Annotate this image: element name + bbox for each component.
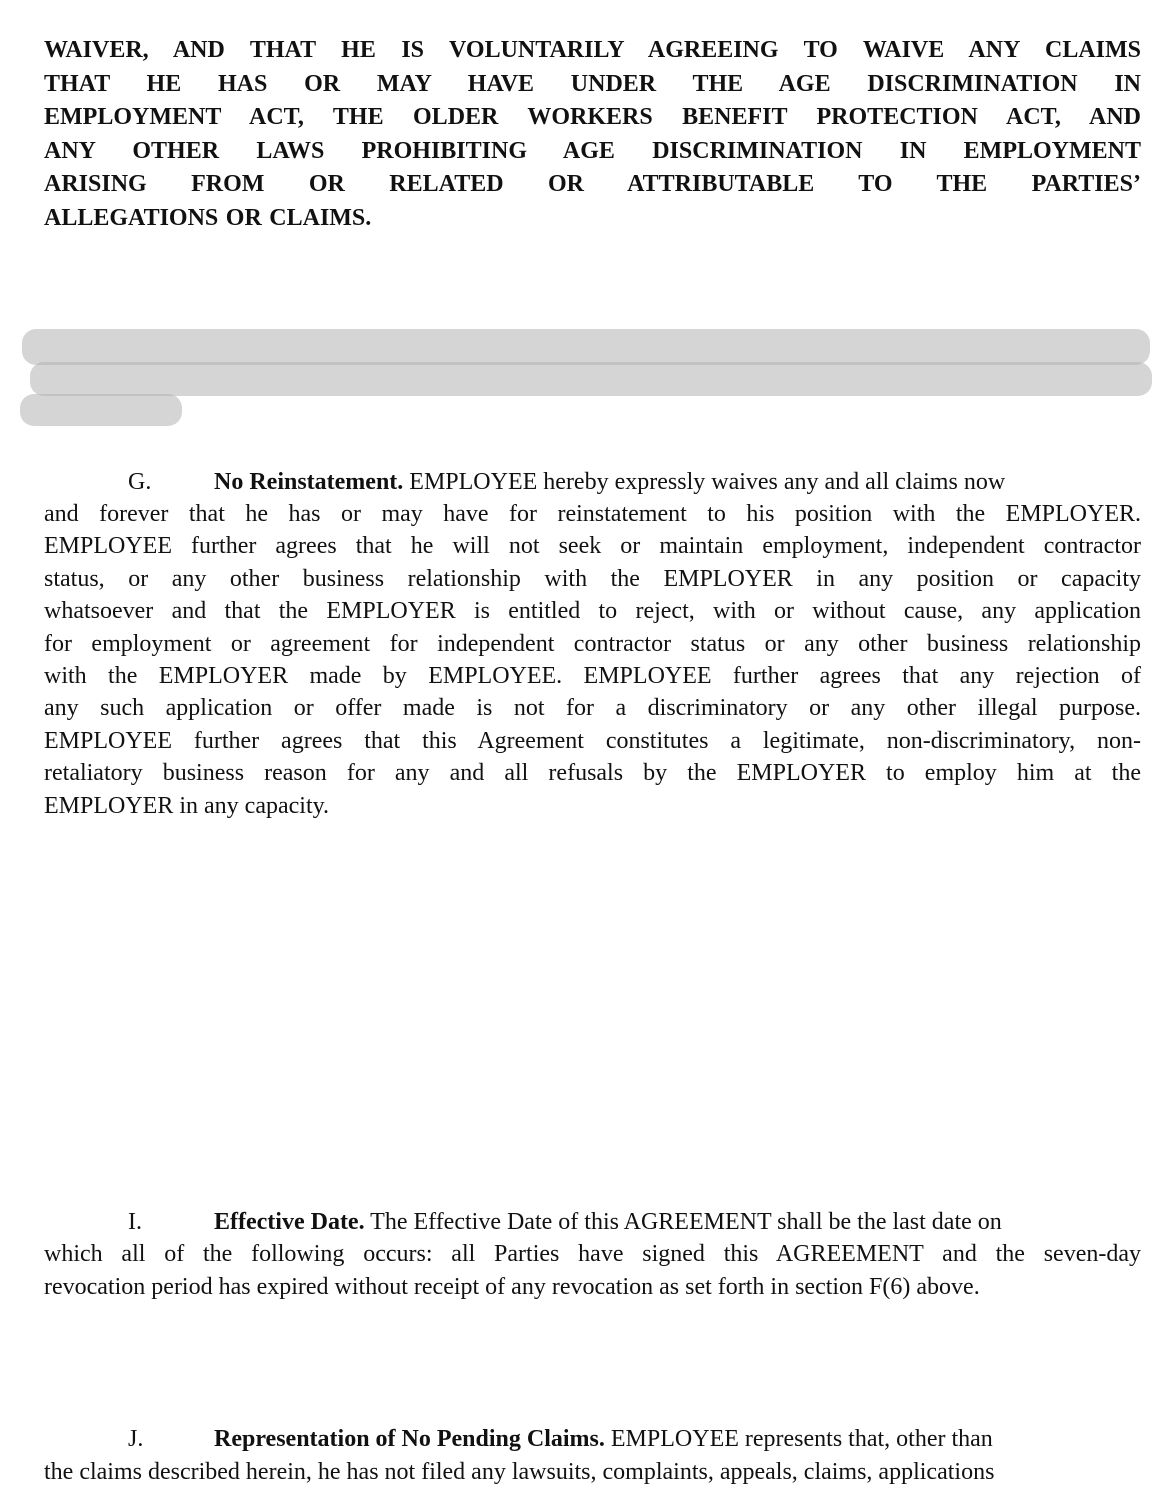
waiver-line: WAIVER, AND THAT HE IS VOLUNTARILY AGREEING TO WAIVE ANY CLAIMS <box>44 37 1141 63</box>
section-letter: G. <box>128 468 152 495</box>
section-text: EMPLOYEE represents that, other than <box>604 1426 993 1453</box>
section-line: EMPLOYER in any capacity. <box>44 792 330 819</box>
section-line: EMPLOYEE further agrees that he will not seek or maintain employment, independent contractor <box>44 533 1141 560</box>
section-text: The Effective Date of this AGREEMENT shall be the last date on <box>364 1209 1002 1236</box>
waiver-line: ALLEGATIONS OR CLAIMS. <box>44 204 372 231</box>
section-g-first-line <box>44 466 1141 498</box>
section-line: retaliatory business reason for any and all refusals by the EMPLOYER to employ him at the <box>44 760 1141 787</box>
highlight-mark <box>20 394 182 426</box>
section-letter: J. <box>128 1426 144 1453</box>
section-letter: I. <box>128 1209 142 1236</box>
section-g <box>44 466 1141 822</box>
section-line: and forever that he has or may have for reinstatement to his position with the EMPLOYER. <box>44 500 1141 527</box>
section-j-first-line <box>44 1423 1141 1455</box>
section-line: whatsoever and that the EMPLOYER is entitled to reject, with or without cause, any application <box>44 598 1141 625</box>
section-line: which all of the following occurs: all Parties have signed this AGREEMENT and the seven-day <box>44 1241 1141 1268</box>
section-line: status, or any other business relationship with the EMPLOYER in any position or capacity <box>44 565 1141 592</box>
waiver-line: THAT HE HAS OR MAY HAVE UNDER THE AGE DISCRIMINATION IN <box>44 70 1141 97</box>
section-line: for employment or agreement for independent contractor status or any other business relationship <box>44 630 1141 657</box>
section-line: the claims described herein, he has not filed any lawsuits, complaints, appeals, claims, applications <box>44 1458 995 1485</box>
section-heading: Representation of No Pending Claims. <box>214 1426 605 1453</box>
section-heading: No Reinstatement. <box>214 468 404 495</box>
section-i-first-line <box>44 1206 1141 1238</box>
highlight-mark <box>22 329 1150 365</box>
section-i <box>44 1206 1141 1303</box>
highlight-mark <box>30 362 1152 396</box>
section-line: any such application or offer made is not for a discriminatory or any other illegal purpose. <box>44 695 1141 722</box>
section-text: EMPLOYEE hereby expressly waives any and all claims now <box>403 468 1006 495</box>
waiver-paragraph <box>44 34 1141 236</box>
waiver-line: ARISING FROM OR RELATED OR ATTRIBUTABLE TO THE PARTIES’ <box>44 171 1141 198</box>
waiver-line: EMPLOYMENT ACT, THE OLDER WORKERS BENEFIT PROTECTION ACT, AND <box>44 104 1141 131</box>
section-line: EMPLOYEE further agrees that this Agreement constitutes a legitimate, non-discriminatory, non- <box>44 727 1141 754</box>
section-line: with the EMPLOYER made by EMPLOYEE. EMPLOYEE further agrees that any rejection of <box>44 663 1141 689</box>
waiver-line: ANY OTHER LAWS PROHIBITING AGE DISCRIMINATION IN EMPLOYMENT <box>44 137 1141 164</box>
section-j <box>44 1423 1141 1488</box>
section-heading: Effective Date. <box>214 1209 365 1236</box>
section-line: revocation period has expired without receipt of any revocation as set forth in section F(6) above. <box>44 1273 980 1300</box>
